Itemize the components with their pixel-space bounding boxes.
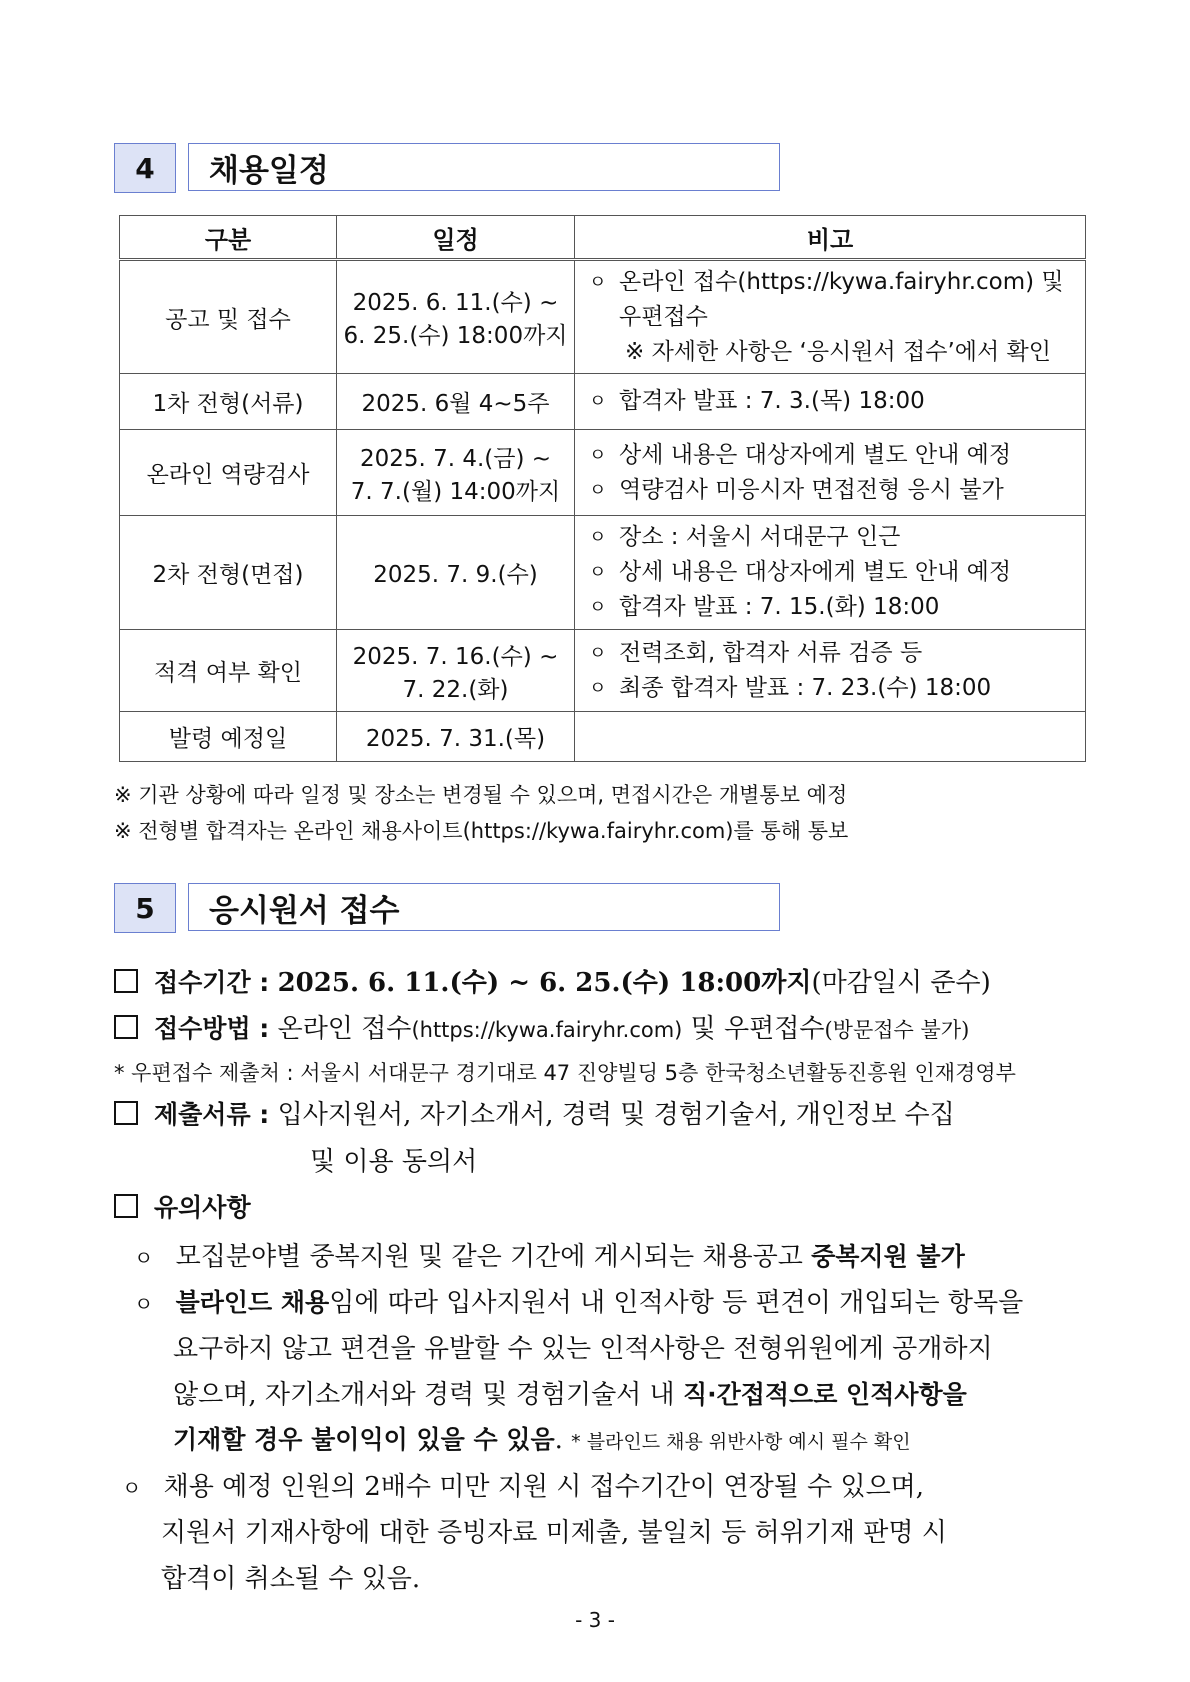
table-row (120, 430, 1086, 516)
table-header-row (120, 216, 1086, 260)
row-notes (575, 374, 1086, 430)
bullet: ㅇ (122, 1476, 142, 1500)
checkbox-square-icon (114, 969, 138, 993)
bullet: ㅇ (589, 677, 607, 699)
section-number: 4 (114, 143, 176, 193)
caution-text (173, 1420, 911, 1456)
schedule-line: 2025. 6. 11.(수) ~ (352, 290, 559, 316)
table-row (120, 516, 1086, 630)
row-category: 온라인 역량검사 (120, 430, 337, 516)
schedule-line: 7. 7.(월) 14:00까지 (350, 478, 561, 505)
bullet: ㅇ (589, 597, 607, 618)
caution-emphasis: 기재할 경우 불이익이 있을 수 있음 (173, 1425, 555, 1454)
note-line: 전력조회, 합격자 서류 검증 등 (619, 639, 923, 666)
caution-emphasis: 직·간접적으로 인적사항을 (682, 1380, 967, 1409)
row-notes (575, 430, 1086, 516)
section-title: 응시원서 접수 (188, 883, 780, 931)
row-category: 적격 여부 확인 (120, 630, 337, 712)
row-notes (575, 516, 1086, 630)
period-suffix: (마감일시 준수) (811, 968, 991, 998)
checkbox-square-icon (114, 1194, 138, 1218)
schedule-line: 2025. 7. 4.(금) ~ (359, 445, 552, 472)
sub-note: ※ 자세한 사항은 ‘응시원서 접수’에서 확인 (625, 338, 1051, 365)
row-notes (575, 630, 1086, 712)
label: 제출서류 : (154, 1100, 270, 1129)
bullet: ㅇ (589, 562, 607, 583)
blind-hiring-note: * 블라인드 채용 위반사항 예시 필수 확인 (571, 1431, 911, 1453)
bullet: ㅇ (589, 527, 607, 548)
row-schedule (337, 430, 575, 516)
note-line: 장소 : 서울시 서대문구 인근 (619, 524, 901, 550)
method-value: 온라인 접수 (277, 1014, 412, 1044)
caution-text: . (554, 1425, 563, 1455)
table-row (120, 630, 1086, 712)
bullet: ㅇ (589, 479, 607, 501)
bullet: ㅇ (589, 271, 607, 293)
label: 접수기간 : (154, 968, 270, 997)
row-schedule (337, 630, 575, 712)
caution-text: 않으며, 자기소개서와 경력 및 경험기술서 내 (173, 1380, 675, 1410)
cautions-heading (114, 1188, 251, 1224)
note-line: 우편접수 (619, 303, 708, 330)
table-note: ※ 기관 상황에 따라 일정 및 장소는 변경될 수 있으며, 면접시간은 개별통보 예정 (114, 783, 848, 807)
bullet: ㅇ (134, 1246, 154, 1270)
row-category: 발령 예정일 (120, 712, 337, 762)
apply-method (114, 1008, 969, 1045)
schedule-line: 6. 25.(수) 18:00까지 (343, 323, 568, 349)
checkbox-square-icon (114, 1015, 138, 1039)
period-value: 2025. 6. 11.(수) ~ 6. 25.(수) 18:00까지 (277, 968, 812, 998)
caution-emphasis: 블라인드 채용 (175, 1288, 330, 1317)
note-line: 상세 내용은 대상자에게 별도 안내 예정 (619, 559, 1012, 585)
header-schedule: 일정 (337, 216, 575, 260)
row-category: 2차 전형(면접) (120, 516, 337, 630)
label: 접수방법 : (154, 1014, 270, 1043)
caution-item (122, 1466, 924, 1503)
table-note: ※ 전형별 합격자는 온라인 채용사이트(https://kywa.fairyhr.com)를 통해 통보 (114, 819, 849, 843)
table-row (120, 374, 1086, 430)
row-notes (575, 712, 1086, 762)
note-line: 최종 합격자 발표 : 7. 23.(수) 18:00 (619, 674, 992, 701)
section-4-header (114, 143, 782, 193)
bullet: ㅇ (589, 391, 607, 412)
bullet: ㅇ (589, 642, 607, 664)
apply-documents (114, 1094, 955, 1131)
row-schedule: 2025. 7. 31.(목) (337, 712, 575, 762)
table-row (120, 260, 1086, 374)
note-line: 역량검사 미응시자 면접전형 응시 불가 (619, 476, 1004, 503)
note-line: 상세 내용은 대상자에게 별도 안내 예정 (619, 441, 1012, 468)
header-category: 구분 (120, 216, 337, 260)
label: 유의사항 (154, 1193, 251, 1222)
page-number: - 3 - (575, 1608, 615, 1632)
schedule-line: 7. 22.(화) (402, 676, 509, 703)
note-line: 합격자 발표 : 7. 3.(목) 18:00 (619, 388, 925, 414)
row-schedule: 2025. 7. 9.(수) (337, 516, 575, 630)
caution-text (173, 1374, 967, 1411)
method-value: 및 우편접수 (690, 1014, 825, 1044)
bullet: ㅇ (589, 444, 607, 466)
section-number: 5 (114, 883, 176, 933)
caution-text: 임에 따라 입사지원서 내 인적사항 등 편견이 개입되는 항목을 (329, 1288, 1024, 1318)
note-line: 온라인 접수(https://kywa.fairyhr.com) 및 (619, 268, 1064, 295)
table-row (120, 712, 1086, 762)
bullet: ㅇ (134, 1292, 154, 1316)
docs-text: 및 이용 동의서 (310, 1147, 478, 1177)
note-line: 합격자 발표 : 7. 15.(화) 18:00 (619, 594, 940, 620)
row-notes (575, 260, 1086, 374)
method-url: (https://kywa.fairyhr.com) (411, 1018, 683, 1042)
caution-emphasis: 중복지원 불가 (811, 1242, 965, 1271)
caution-item (134, 1236, 965, 1273)
method-suffix: (방문접수 불가) (824, 1018, 970, 1042)
row-schedule: 2025. 6월 4~5주 (337, 374, 575, 430)
row-category: 공고 및 접수 (120, 260, 337, 374)
row-schedule (337, 260, 575, 374)
caution-text: 지원서 기재사항에 대한 증빙자료 미제출, 불일치 등 허위기재 판명 시 (161, 1518, 947, 1548)
mail-note: * 우편접수 제출처 : 서울시 서대문구 경기대로 47 진양빌딩 5층 한국청소년활동진흥원 인재경영부 (114, 1061, 1016, 1085)
caution-text: 합격이 취소될 수 있음. (161, 1564, 421, 1594)
docs-text: 입사지원서, 자기소개서, 경력 및 경험기술서, 개인정보 수집 (277, 1100, 955, 1130)
schedule-table (119, 215, 1086, 762)
row-category: 1차 전형(서류) (120, 374, 337, 430)
caution-item (134, 1282, 1023, 1319)
caution-text: 채용 예정 인원의 2배수 미만 지원 시 접수기간이 연장될 수 있으며, (163, 1472, 925, 1502)
header-notes: 비고 (575, 216, 1086, 260)
section-5-header (114, 883, 782, 933)
apply-period (114, 962, 991, 999)
section-title: 채용일정 (188, 143, 780, 191)
checkbox-square-icon (114, 1101, 138, 1125)
schedule-line: 2025. 7. 16.(수) ~ (352, 643, 559, 670)
caution-text: 요구하지 않고 편견을 유발할 수 있는 인적사항은 전형위원에게 공개하지 (173, 1334, 993, 1364)
caution-text: 모집분야별 중복지원 및 같은 기간에 게시되는 채용공고 (175, 1242, 803, 1272)
